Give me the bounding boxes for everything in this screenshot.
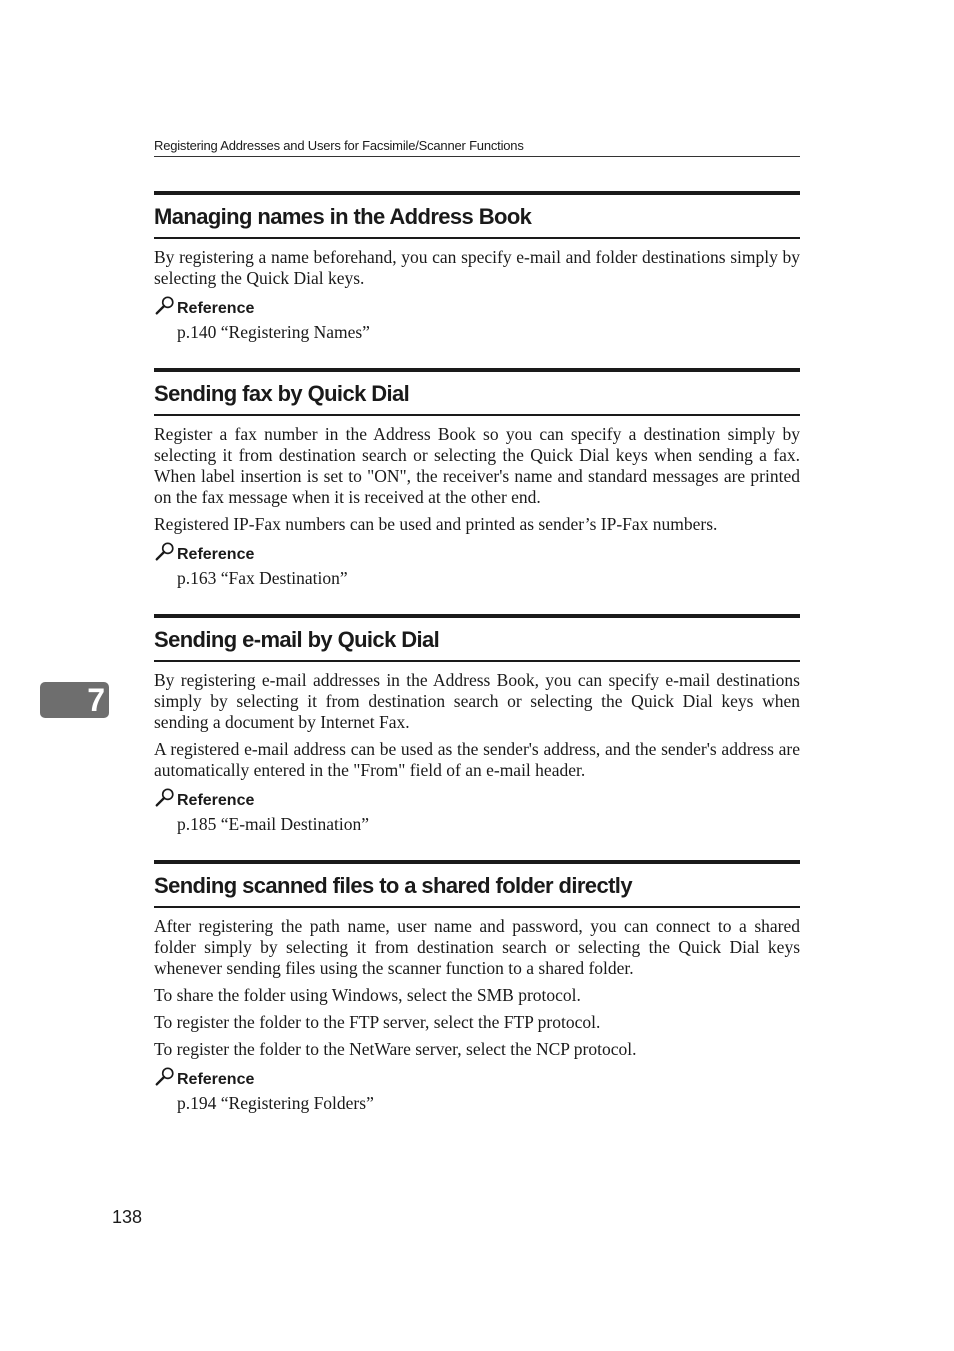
body-paragraph: To share the folder using Windows, select the SMB protocol. <box>154 985 581 1005</box>
page-number: 138 <box>112 1207 143 1227</box>
section-title: Sending scanned files to a shared folder directly <box>154 860 800 908</box>
section-fax-quick-dial <box>154 368 800 589</box>
reference-heading <box>154 545 800 565</box>
section-shared-folder <box>154 860 800 1114</box>
body-paragraph: To register the folder to the NetWare server, select the NCP protocol. <box>154 1039 637 1059</box>
section-managing-names <box>154 191 800 343</box>
reference-link[interactable]: p.163 “Fax Destination” <box>177 568 348 588</box>
reference-label: Reference <box>177 1071 255 1088</box>
body-paragraph: By registering a name beforehand, you can specify e-mail and folder destinations simply by selecting the Quick Dial keys. <box>154 247 800 288</box>
reference-label: Reference <box>177 792 255 809</box>
magnifier-icon <box>154 1066 176 1088</box>
body-paragraph: By registering e-mail addresses in the Address Book, you can specify e-mail destinations simply by selecting it from destination search or selecting the Quick Dial keys when sending a document by Internet Fax. <box>154 670 800 732</box>
section-email-quick-dial <box>154 614 800 835</box>
section-title: Sending fax by Quick Dial <box>154 368 800 416</box>
reference-heading <box>154 1070 800 1090</box>
body-paragraph: A registered e-mail address can be used as the sender's address, and the sender's address are automatically entered in the "From" field of an e-mail header. <box>154 739 800 780</box>
magnifier-icon <box>154 295 176 317</box>
reference-link[interactable]: p.140 “Registering Names” <box>177 322 370 342</box>
reference-label: Reference <box>177 546 255 563</box>
section-title: Managing names in the Address Book <box>154 191 800 239</box>
section-title: Sending e-mail by Quick Dial <box>154 614 800 662</box>
reference-label: Reference <box>177 300 255 317</box>
magnifier-icon <box>154 787 176 809</box>
reference-heading <box>154 791 800 811</box>
body-paragraph: Registered IP-Fax numbers can be used and printed as sender’s IP-Fax numbers. <box>154 514 718 534</box>
reference-heading <box>154 299 800 319</box>
body-paragraph: To register the folder to the FTP server, select the FTP protocol. <box>154 1012 601 1032</box>
magnifier-icon <box>154 541 176 563</box>
running-header: Registering Addresses and Users for Facsimile/Scanner Functions <box>154 138 800 157</box>
body-paragraph: Register a fax number in the Address Book so you can specify a destination simply by selecting it from destination search or selecting the Quick Dial keys when sending a fax. When label insertion is set to "ON", the receiver's name and standard messages are printed on the fax message when it is received at the other end. <box>154 424 800 507</box>
reference-link[interactable]: p.185 “E-mail Destination” <box>177 814 369 834</box>
chapter-tab: 7 <box>40 682 109 718</box>
reference-link[interactable]: p.194 “Registering Folders” <box>177 1093 374 1113</box>
body-paragraph: After registering the path name, user name and password, you can connect to a shared folder simply by selecting it from destination search or selecting the Quick Dial keys whenever sending files using the scanner function to a shared folder. <box>154 916 800 978</box>
